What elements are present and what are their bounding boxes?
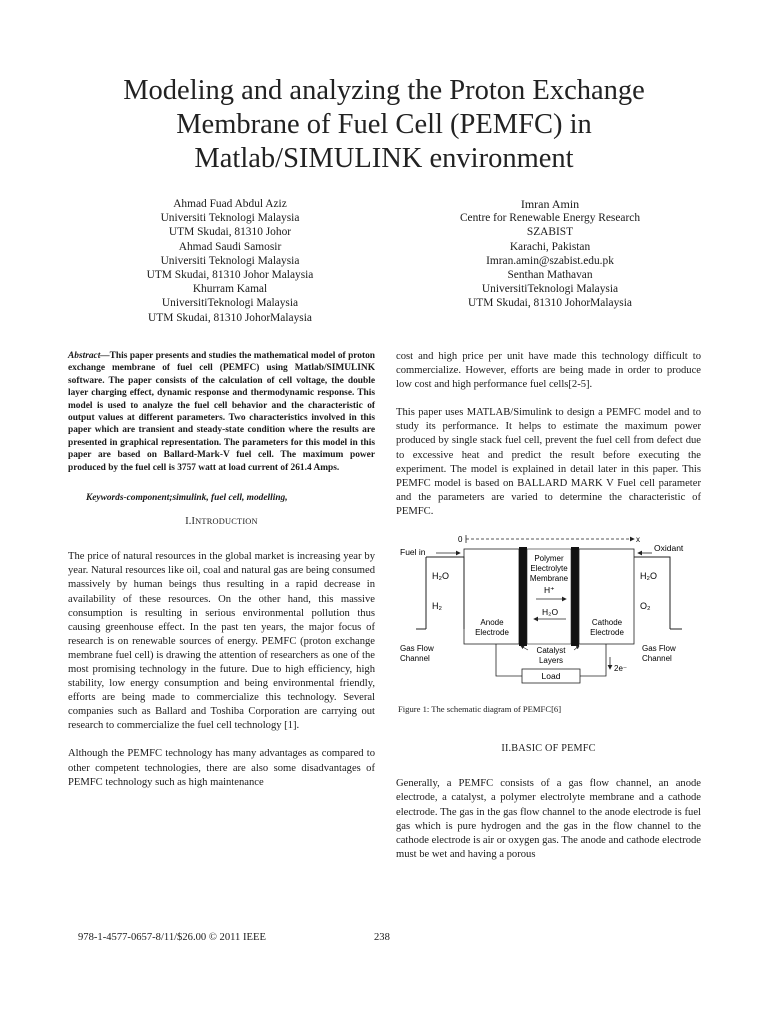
axis-origin-label: 0	[458, 535, 463, 545]
abstract	[68, 350, 375, 474]
gas-flow-right-label-1: Gas Flow	[642, 644, 676, 654]
abstract-text: This paper presents and studies the mathematical model of proton exchange membrane of fuel cell (PEMFC) using Matlab/SIMULINK software. The paper consists of the calculation of cell voltage, the double layer charging effect, dynamic response and thermodynamic response. This model is used to analyze the fuel cell behavior and the characteristic of output values at different parameters. Two characteristics involved in this paper which are transient and steady-state condition where the results are presented in graphical representation. The parameters for this model in this paper are based on Ballard-Mark-V fuel cell. The maximum power produced by the fuel cell is 3757 watt at load current of 261.4 Amps.	[68, 351, 375, 473]
author-line: Khurram Kamal	[192, 283, 268, 296]
h2o-right-label: H₂O	[640, 571, 657, 582]
abstract-lead: Abstract—	[68, 351, 110, 361]
h2o-mid-label: H₂O	[542, 607, 559, 618]
section-heading-basic: II.BASIC OF PEMFC	[501, 743, 596, 755]
right-column	[396, 350, 701, 862]
title-line: Membrane of Fuel Cell (PEMFC) in	[176, 109, 592, 140]
section-heading-introduction: I.INTRODUCTION	[185, 516, 258, 528]
axis-x-label: x	[636, 535, 640, 545]
author-line: UniversitiTeknologi Malaysia	[481, 283, 619, 296]
author-line: Ahmad Fuad Abdul Aziz	[173, 198, 287, 210]
author-block-left	[110, 197, 350, 325]
footer-copyright: 978-1-4577-0657-8/11/$26.00 © 2011 IEEE	[78, 932, 266, 943]
h2-left-label: H₂	[432, 601, 442, 612]
author-line: UTM Skudai, 81310 Johor	[168, 226, 292, 239]
gas-flow-left-label-2: Channel	[400, 654, 430, 664]
gas-flow-right-label-2: Channel	[642, 654, 672, 664]
author-line: Universiti Teknologi Malaysia	[160, 212, 300, 225]
two-electrons-label: 2e⁻	[614, 664, 628, 674]
keywords: Keywords-component;simulink, fuel cell, modelling,	[86, 493, 288, 504]
author-line: UTM Skudai, 81310 JohorMalaysia	[148, 311, 312, 324]
cathode-label-1: Cathode	[591, 618, 623, 628]
author-email: Imran.amin@szabist.edu.pk	[486, 254, 614, 267]
intro-paragraph-1: The price of natural resources in the global market is increasing year by year. Natural resources like oil, coal and natural gas are being consumed massively by human beings thus resulting in a rapid decrease in availability of these resources. On the other hand, this massive consumption is resulting in serious environmental pollution thus causing greenhouse effect. In the past ten years, the major focus of research is on renewable sources of energy. PEMFC (proton exchange membrane fuel cell) is drawing the attention of researchers as one of the most promising technology in the future. Due to high efficiency, high stability, low energy consumption and being environmental friendly, efforts are being made to commercialize this technology. Several companies such as Ballard and Toshiba Corporation are carrying out research to commercialize the fuel cell technology [1].	[68, 551, 375, 732]
author-line: SZABIST	[526, 226, 574, 239]
figure-1	[396, 531, 701, 716]
author-line: UniversitiTeknologi Malaysia	[161, 297, 299, 310]
section-i: I	[191, 516, 196, 528]
page-number: 238	[374, 932, 390, 943]
author-line: Karachi, Pakistan	[509, 240, 591, 253]
author-line: Ahmad Saudi Samosir	[178, 240, 282, 253]
intro-paragraph-3: cost and high price per unit have made this technology difficult to commercialize. However, efforts are being made in order to produce low cost and high performance fuel cells[2-5].	[396, 351, 701, 391]
fuel-in-label: Fuel in	[400, 547, 426, 558]
paper-title	[60, 74, 708, 176]
intro-paragraph-2: Although the PEMFC technology has many advantages as compared to other competent technologies, there are also some disadvantages of PEMFC technology such as high maintenance	[68, 748, 375, 788]
intro-paragraph-4: This paper uses MATLAB/Simulink to design a PEMFC model and to study its performance. It helps to estimate the maximum power produced by single stack fuel cell, prevent the fuel cell from defect due to excessive heat and predict the result before executing the experiment. The model is explained in detail later in this paper. This PEMFC model is based on BALLARD MARK V Fuel cell parameter and the parameters are varied to determine the characteristic of PEMFC.	[396, 407, 701, 517]
title-line: Matlab/SIMULINK environment	[194, 143, 574, 174]
left-column	[68, 350, 375, 790]
title-line: Modeling and analyzing the Proton Exchange	[123, 75, 645, 106]
author-line: Universiti Teknologi Malaysia	[160, 254, 300, 267]
h2o-left-label: H₂O	[432, 571, 449, 582]
pemfc-schematic	[396, 531, 696, 691]
author-line: Centre for Renewable Energy Research	[459, 212, 641, 225]
h-plus-label: H⁺	[544, 585, 555, 596]
basic-paragraph-1: Generally, a PEMFC consists of a gas flow channel, an anode electrode, a catalyst, a polymer electrolyte membrane and a cathode electrode. The gas in the gas flow channel to the anode electrode is fuel gas which is pure hydrogen and the gas in the flow channel to the cathode electrode is air or oxygen gas. The anode and cathode electrode must be wet and having a porous	[396, 778, 701, 860]
catalyst-label-1: Catalyst	[536, 646, 566, 656]
catalyst-label-2: Layers	[538, 656, 564, 666]
cathode-label-2: Electrode	[590, 628, 624, 638]
author-line: Imran Amin	[520, 197, 580, 211]
author-block-right	[420, 197, 680, 311]
section-number: I	[185, 516, 189, 528]
author-line: UTM Skudai, 81310 JohorMalaysia	[468, 297, 632, 310]
membrane-label-2: Electrolyte	[530, 564, 568, 574]
anode-label-1: Anode	[480, 618, 504, 628]
gas-flow-left-label-1: Gas Flow	[400, 644, 434, 654]
figure-caption: Figure 1: The schematic diagram of PEMFC[6]	[398, 704, 562, 715]
anode-label-2: Electrode	[475, 628, 509, 638]
oxidant-label: Oxidant	[654, 543, 684, 554]
author-line: UTM Skudai, 81310 Johor Malaysia	[146, 269, 314, 282]
membrane-label-1: Polymer	[534, 554, 564, 564]
load-label: Load	[541, 671, 561, 682]
author-line: Senthan Mathavan	[507, 269, 593, 282]
o2-right-label: O₂	[640, 601, 651, 612]
section-title: NTRODUCTION	[195, 517, 258, 527]
membrane-label-3: Membrane	[529, 574, 569, 584]
